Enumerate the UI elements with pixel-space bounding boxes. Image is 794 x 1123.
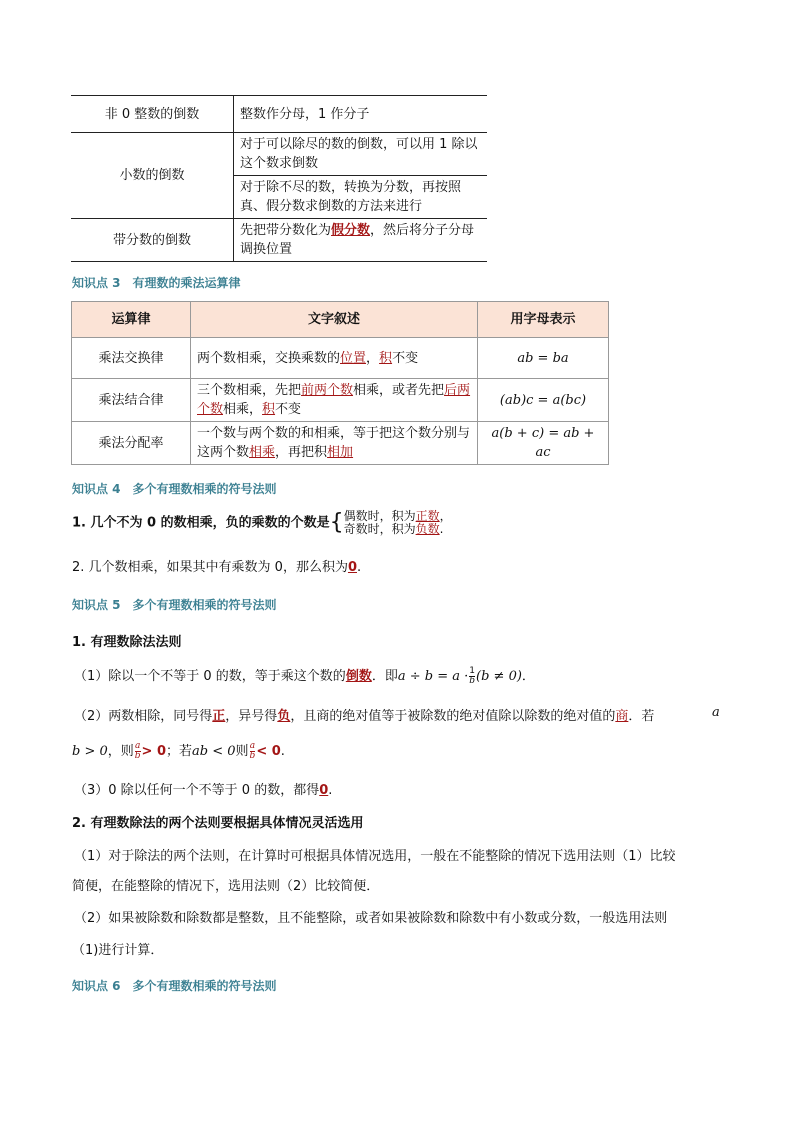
table-row (71, 96, 487, 133)
text: ，且商的绝对值等于被除数的绝对值除以除数的绝对值的 (290, 709, 616, 724)
formula: (ab)c = a(bc) (478, 379, 609, 422)
text: 1. 几个不为 0 的数相乘，负的乘数的个数是 (72, 515, 330, 531)
text: 则 (235, 744, 249, 759)
table-row (71, 219, 487, 262)
table-cell (234, 219, 488, 262)
table-cell: 对于可以除尽的数的倒数，可以用 1 除以这个数求倒数 (234, 133, 488, 176)
subheading: 1. 有理数除法法则 (72, 635, 182, 650)
section-heading: 知识点 4 多个有理数相乘的符号法则 (72, 482, 277, 496)
paragraph (72, 556, 361, 575)
keyword: 0 (319, 783, 329, 798)
keyword: 相加 (327, 445, 354, 460)
text: . (357, 560, 362, 575)
keyword: 负 (277, 709, 291, 724)
keyword: 后两个数 (197, 383, 471, 417)
table-cell: 小数的倒数 (71, 133, 234, 219)
text: 2. 几个数相乘，如果其中有乘数为 0，那么积为 (72, 560, 348, 575)
keyword: 前两个数 (301, 383, 354, 398)
paragraph (72, 510, 452, 536)
formula: b > 0 (72, 744, 108, 759)
keyword: 假分数 (331, 223, 371, 238)
keyword: 积 (379, 350, 393, 366)
table-row (72, 379, 609, 422)
text: ， (366, 350, 380, 366)
table-header-row (72, 302, 609, 338)
formula: (b ≠ 0) (476, 669, 522, 684)
text: ．若 (628, 709, 655, 724)
paragraph (72, 740, 285, 761)
numerator: 1 (469, 666, 475, 676)
keyword: > 0 (141, 744, 166, 759)
formula: ab < 0 (192, 744, 236, 759)
text: . (280, 744, 285, 759)
reciprocal-table (71, 95, 487, 262)
text: 不变 (392, 350, 419, 366)
section-heading: 知识点 6 多个有理数相乘的符号法则 (72, 979, 277, 993)
table-cell (191, 379, 478, 422)
fraction (135, 742, 141, 761)
table-cell: 乘法分配率 (72, 422, 191, 465)
paragraph-line: （2）如果被除数和除数都是整数，且不能整除，或者如果被除数和除数中有小数或分数，一般选用法则 (74, 911, 668, 926)
text: . (328, 783, 333, 798)
paragraph (74, 705, 654, 724)
text: 不变 (275, 402, 302, 417)
text: （1）除以一个不等于 0 的数，等于乘这个数的 (74, 669, 346, 684)
keyword: 相乘 (249, 445, 276, 460)
text: 一个数与两个数的和相乘，等于把这个数分别与这两个数 (197, 426, 471, 460)
text: ． (521, 669, 535, 684)
case-line (344, 523, 452, 536)
paragraph (74, 779, 332, 798)
column-header: 用字母表示 (478, 302, 609, 338)
formula: a (712, 705, 720, 720)
denominator: b (469, 676, 476, 686)
paragraph-line: （1)进行计算． (72, 943, 164, 958)
keyword: 倒数 (345, 669, 372, 684)
text: 偶数时，积为 (343, 509, 416, 523)
table-row (72, 422, 609, 465)
text: ，异号得 (225, 709, 278, 724)
fraction (469, 667, 475, 686)
text: （2）两数相除，同号得 (74, 709, 213, 724)
table-row (72, 338, 609, 379)
numerator: a (249, 741, 256, 751)
keyword: 积 (262, 402, 276, 417)
table-cell: 带分数的倒数 (71, 219, 234, 262)
text: ， (439, 509, 452, 523)
formula: a ÷ b = a · (397, 669, 469, 684)
paragraph-line: （1）对于除法的两个法则，在计算时可根据具体情况选用，一般在不能整除的情况下选用法则（1）比较 (74, 849, 676, 864)
text: ；若 (166, 744, 193, 759)
paragraph-line: 简便，在能整除的情况下，选用法则（2）比较简便． (72, 879, 380, 894)
column-header: 文字叙述 (191, 302, 478, 338)
text: 相乘， (223, 402, 263, 417)
section-heading: 知识点 3 有理数的乘法运算律 (72, 276, 241, 290)
keyword: 位置 (340, 350, 367, 366)
text: 三个数相乘，先把 (197, 383, 302, 398)
text: ，再把积 (275, 445, 328, 460)
keyword: 正 (212, 709, 226, 724)
table-cell: 乘法交换律 (72, 338, 191, 379)
fraction (250, 742, 256, 761)
keyword: 负数 (415, 522, 440, 536)
table-cell: 乘法结合律 (72, 379, 191, 422)
table-row (71, 133, 487, 176)
formula: ab = ba (478, 338, 609, 379)
multiplication-laws-table (71, 301, 609, 465)
numerator: a (134, 741, 141, 751)
formula: a(b + c) = ab + ac (478, 422, 609, 465)
table-cell: 非 0 整数的倒数 (71, 96, 234, 133)
keyword: 正数 (415, 509, 440, 523)
table-cell: 对于除不尽的数，转换为分数，再按照真、假分数求倒数的方法来进行 (234, 176, 488, 219)
table-cell (191, 422, 478, 465)
text: 两个数相乘，交换乘数的 (197, 350, 341, 366)
denominator: b (134, 751, 141, 761)
keyword: 商 (615, 709, 629, 724)
section-heading: 知识点 5 多个有理数相乘的符号法则 (72, 598, 277, 612)
text: ．即 (371, 669, 398, 684)
paragraph (74, 665, 535, 686)
table-cell: 整数作分母，1 作分子 (234, 96, 488, 133)
text: . (439, 522, 444, 536)
brace: { (329, 510, 344, 535)
table-cell (191, 338, 478, 379)
keyword: 0 (347, 560, 357, 575)
text: 奇数时，积为 (343, 522, 416, 536)
subheading: 2. 有理数除法的两个法则要根据具体情况灵活选用 (72, 816, 364, 831)
denominator: b (249, 751, 256, 761)
text: 先把带分数化为 (240, 223, 332, 238)
text: ，然后将分子分母调换位置 (240, 223, 475, 257)
text: （3）0 除以任何一个不等于 0 的数，都得 (74, 783, 320, 798)
text: 相乘，或者先把 (353, 383, 445, 398)
keyword: < 0 (256, 744, 281, 759)
text: ，则 (107, 744, 134, 759)
column-header: 运算律 (72, 302, 191, 338)
case-list (344, 510, 452, 536)
